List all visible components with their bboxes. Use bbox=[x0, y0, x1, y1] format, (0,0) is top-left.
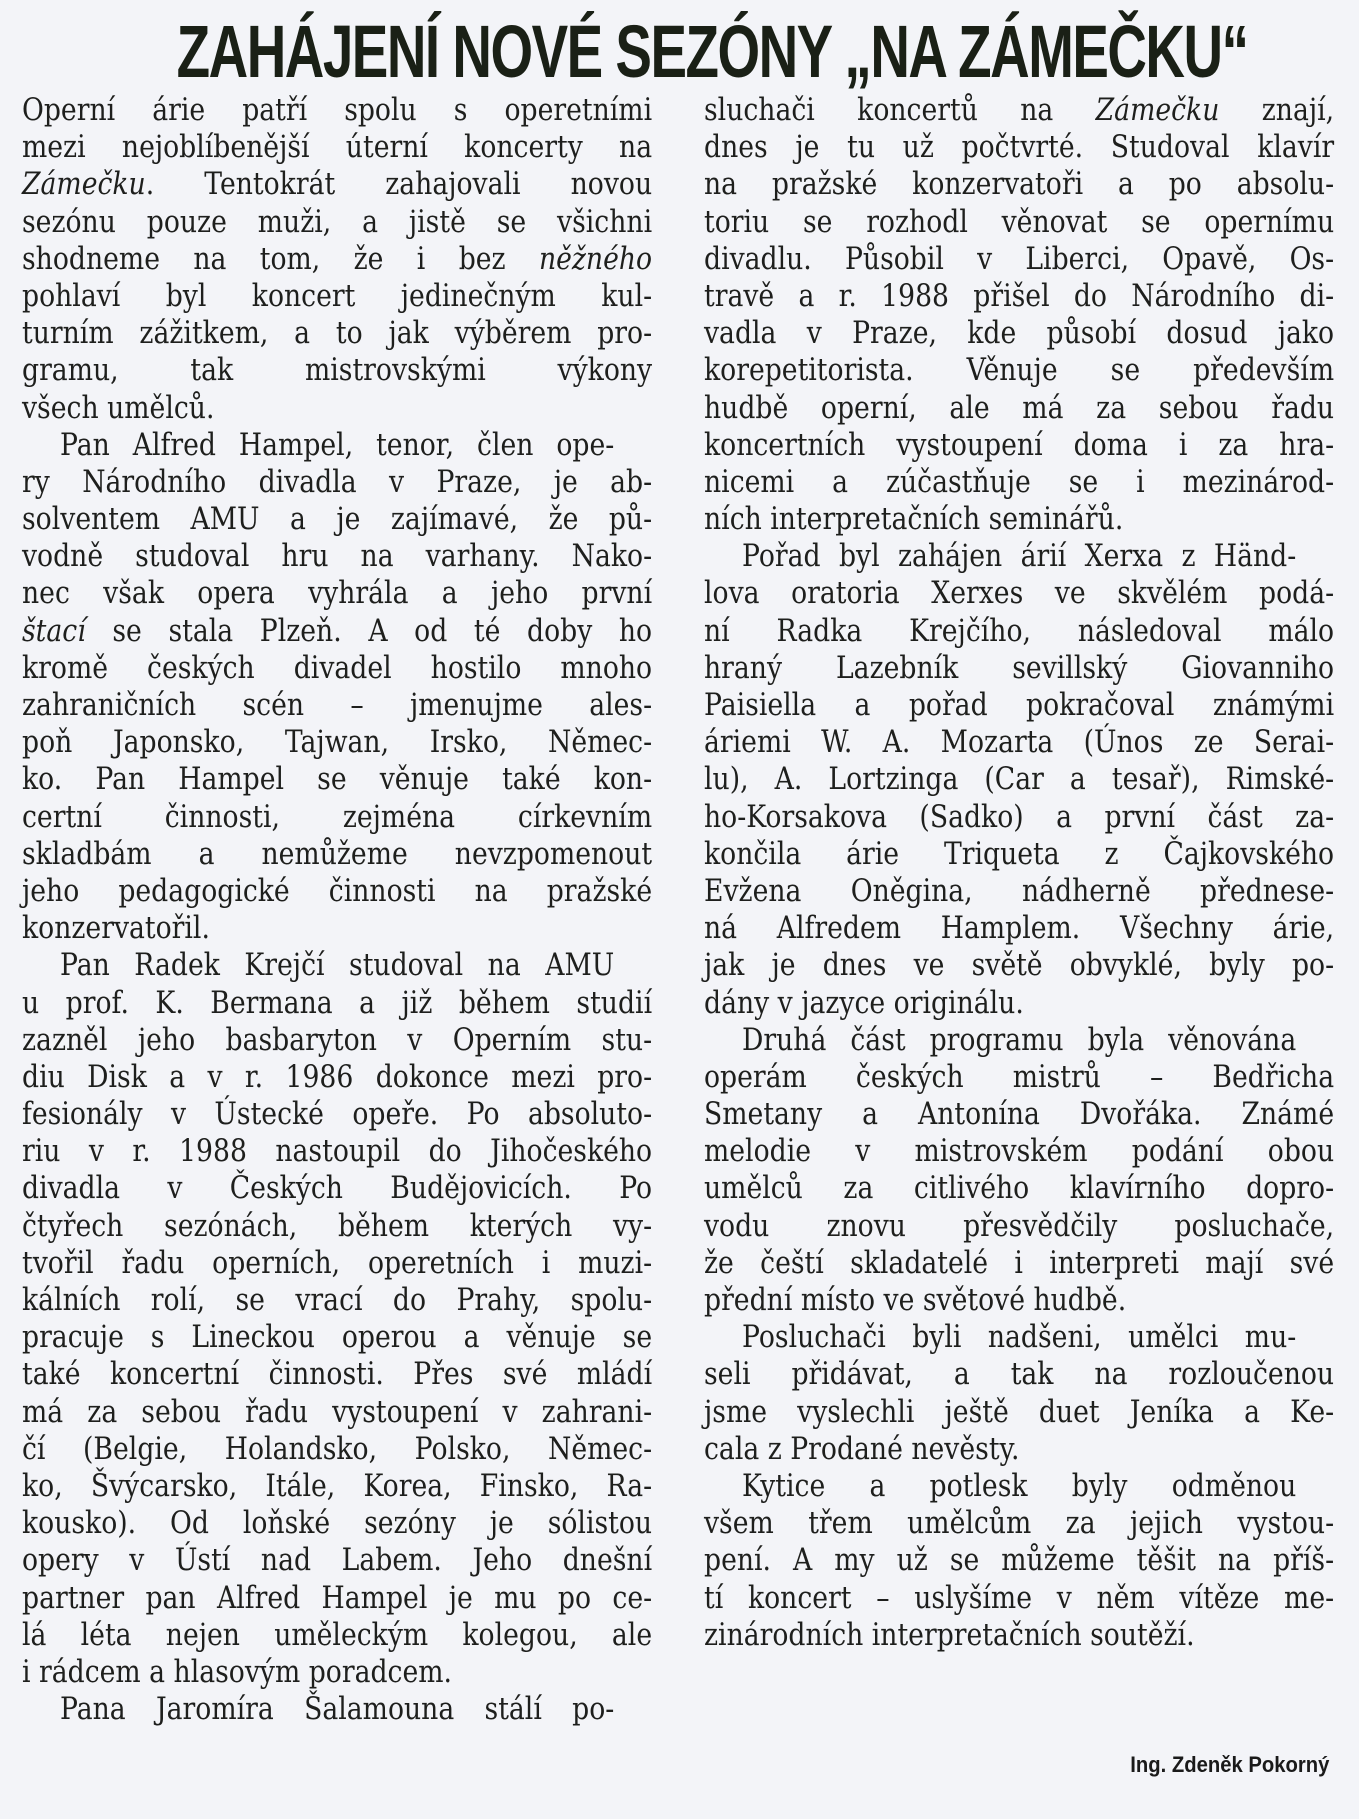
text-run: znají, bbox=[1219, 92, 1335, 128]
text-line: kousko). Od loňské sezóny je sólistou bbox=[22, 1505, 653, 1542]
text-line: solventem AMU a je zajímavé, že pů- bbox=[22, 501, 653, 538]
text-line: na pražské konzervatoři a po absolu- bbox=[704, 166, 1335, 203]
text-line: čtyřech sezónách, během kterých vy- bbox=[22, 1207, 653, 1244]
text-line: zinárodních interpretačních soutěží. bbox=[704, 1616, 1195, 1653]
article-column-left bbox=[22, 92, 652, 1728]
text-line: jsme vyslechli ještě duet Jeníka a Ke- bbox=[704, 1393, 1335, 1430]
text-line: hudbě operní, ale má za sebou řadu bbox=[704, 389, 1335, 426]
text-line: ry Národního divadla v Praze, je ab- bbox=[22, 463, 653, 500]
text-line bbox=[22, 613, 652, 650]
text-line: lu), A. Lortzinga (Car a tesař), Rimské- bbox=[704, 761, 1335, 798]
text-line: Paisiella a pořad pokračoval známými bbox=[704, 687, 1335, 723]
article-headline: ZAHÁJENÍ NOVÉ SEZÓNY „NA ZÁMEČKU“ bbox=[176, 10, 1248, 93]
text-line: poň Japonsko, Tajwan, Irsko, Němec- bbox=[22, 724, 653, 761]
text-line: dnes je tu už počtvrté. Studoval klavír bbox=[704, 129, 1335, 166]
italic-text: něžného bbox=[538, 240, 653, 277]
text-line: divadla v Českých Budějovicích. Po bbox=[22, 1170, 653, 1207]
text-run: sluchači koncertů na bbox=[704, 92, 1096, 128]
text-line: že čeští skladatelé i interpreti mají své bbox=[704, 1244, 1335, 1281]
text-line: sezónu pouze muži, a jistě se všichni bbox=[22, 203, 653, 240]
text-line: Pořad byl zahájen árií Xerxa z Händ- bbox=[742, 538, 1297, 575]
text-line bbox=[22, 166, 652, 203]
text-line: Pan Radek Krejčí studoval na AMU bbox=[60, 947, 615, 984]
text-line: jeho pedagogické činnosti na pražské bbox=[22, 872, 653, 909]
text-line: Smetany a Antonína Dvořáka. Známé bbox=[704, 1096, 1335, 1133]
text-line: mezi nejoblíbenější úterní koncerty na bbox=[22, 129, 653, 166]
text-line: Druhá část programu byla věnována bbox=[742, 1021, 1297, 1058]
text-line: končila árie Triqueta z Čajkovského bbox=[704, 835, 1335, 872]
text-line: ná Alfredem Hamplem. Všechny árie, bbox=[704, 910, 1335, 947]
text-line: ní Radka Krejčího, následoval málo bbox=[704, 612, 1335, 649]
text-line: opery v Ústí nad Labem. Jeho dnešní bbox=[22, 1542, 653, 1579]
text-line: ko. Pan Hampel se věnuje také kon- bbox=[22, 761, 653, 798]
text-line: Evžena Oněgina, nádherně přednese- bbox=[704, 872, 1335, 909]
text-line: lova oratoria Xerxes ve skvělém podá- bbox=[704, 575, 1335, 612]
text-line: skladbám a nemůžeme nevzpomenout bbox=[22, 835, 653, 872]
text-line: lá léta nejen uměleckým kolegou, ale bbox=[22, 1616, 653, 1653]
text-line: diu Disk a v r. 1986 dokonce mezi pro- bbox=[22, 1058, 653, 1095]
text-line: korepetitorista. Věnuje se především bbox=[704, 352, 1335, 389]
author-byline: Ing. Zdeněk Pokorný bbox=[1129, 1752, 1329, 1777]
article-column-right bbox=[704, 92, 1334, 1654]
italic-text: Zámečku bbox=[22, 166, 146, 203]
text-line: travě a r. 1988 přišel do Národního di- bbox=[704, 277, 1335, 314]
text-line: vodně studoval hru na varhany. Nako- bbox=[22, 538, 653, 575]
text-line: certní činnosti, zejména církevním bbox=[22, 798, 653, 835]
text-line: vadla v Praze, kde působí dosud jako bbox=[704, 315, 1335, 352]
text-line: turním zážitkem, a to jak výběrem pro- bbox=[22, 315, 653, 352]
text-line: má za sebou řadu vystoupení v zahrani- bbox=[22, 1393, 653, 1430]
text-line: tvořil řadu operních, operetních i muzi- bbox=[22, 1244, 653, 1281]
text-line: Operní árie patří spolu s operetními bbox=[22, 92, 653, 128]
text-line: toriu se rozhodl věnovat se opernímu bbox=[704, 203, 1335, 240]
text-line: vodu znovu přesvědčily posluchače, bbox=[704, 1207, 1335, 1244]
text-line: zahraničních scén – jmenujme ales- bbox=[22, 687, 653, 723]
text-line: nicemi a zúčastňuje se i mezinárod- bbox=[704, 463, 1335, 500]
text-line: ko, Švýcarsko, Itále, Korea, Finsko, Ra- bbox=[22, 1467, 653, 1504]
text-line: pohlaví byl koncert jedinečným kul- bbox=[22, 277, 653, 314]
text-line: přední místo ve světové hudbě. bbox=[704, 1282, 1127, 1318]
text-line: gramu, tak mistrovskými výkony bbox=[22, 352, 653, 389]
text-line: ho-Korsakova (Sadko) a první část za- bbox=[704, 798, 1335, 835]
text-line: divadlu. Působil v Liberci, Opavě, Os- bbox=[704, 240, 1335, 277]
text-line: melodie v mistrovském podání obou bbox=[704, 1133, 1335, 1170]
text-line: všech umělců. bbox=[22, 389, 215, 426]
text-line: pení. A my už se můžeme těšit na příš- bbox=[704, 1542, 1335, 1579]
text-line: nec však opera vyhrála a jeho první bbox=[22, 575, 653, 612]
text-line: ních interpretačních seminářů. bbox=[704, 501, 1124, 538]
text-line: riu v r. 1988 nastoupil do Jihočeského bbox=[22, 1133, 653, 1170]
text-line: všem třem umělcům za jejich vystou- bbox=[704, 1505, 1335, 1542]
text-line: partner pan Alfred Hampel je mu po ce- bbox=[22, 1579, 653, 1616]
text-line: Pan Alfred Hampel, tenor, člen ope- bbox=[60, 426, 615, 463]
text-line: Pana Jaromíra Šalamouna stálí po- bbox=[60, 1691, 615, 1728]
text-line: koncertních vystoupení doma i za hra- bbox=[704, 426, 1335, 463]
text-line: kromě českých divadel hostilo mnoho bbox=[22, 649, 653, 686]
text-line: hraný Lazebník sevillský Giovanniho bbox=[704, 649, 1335, 686]
text-line: u prof. K. Bermana a již během studií bbox=[22, 984, 653, 1021]
text-line bbox=[704, 92, 1334, 129]
text-line: jak je dnes ve světě obvyklé, byly po- bbox=[704, 947, 1335, 984]
text-line: konzervatořil. bbox=[22, 910, 210, 947]
text-line: Posluchači byli nadšeni, umělci mu- bbox=[742, 1319, 1297, 1356]
text-line bbox=[22, 241, 652, 278]
text-line: cala z Prodané nevěsty. bbox=[704, 1430, 1020, 1467]
italic-text: Zámečku bbox=[1095, 92, 1220, 128]
text-line: čí (Belgie, Holandsko, Polsko, Němec- bbox=[22, 1430, 653, 1467]
text-line: Kytice a potlesk byly odměnou bbox=[742, 1467, 1297, 1504]
text-line: operám českých mistrů – Bedřicha bbox=[704, 1058, 1335, 1095]
text-line: fesionály v Ústecké opeře. Po absoluto- bbox=[22, 1096, 653, 1133]
text-line: umělců za citlivého klavírního dopro- bbox=[704, 1170, 1335, 1207]
text-line: i rádcem a hlasovým poradcem. bbox=[22, 1653, 453, 1690]
italic-text: štací bbox=[22, 612, 86, 649]
text-line: tí koncert – uslyšíme v něm vítěze me- bbox=[704, 1579, 1335, 1616]
text-run: . Tentokrát zahajovali novou bbox=[145, 166, 653, 203]
text-line: zazněl jeho basbaryton v Operním stu- bbox=[22, 1021, 653, 1058]
text-line: seli přidávat, a tak na rozloučenou bbox=[704, 1356, 1335, 1393]
text-line: dány v jazyce originálu. bbox=[704, 984, 1024, 1021]
text-run: se stala Plzeň. A od té doby ho bbox=[85, 612, 653, 649]
text-run: shodneme na tom, že i bez bbox=[22, 240, 539, 277]
text-line: áriemi W. A. Mozarta (Únos ze Serai- bbox=[704, 724, 1335, 761]
text-line: kálních rolí, se vrací do Prahy, spolu- bbox=[22, 1282, 653, 1318]
text-line: pracuje s Lineckou operou a věnuje se bbox=[22, 1319, 653, 1356]
text-line: také koncertní činnosti. Přes své mládí bbox=[22, 1356, 653, 1393]
